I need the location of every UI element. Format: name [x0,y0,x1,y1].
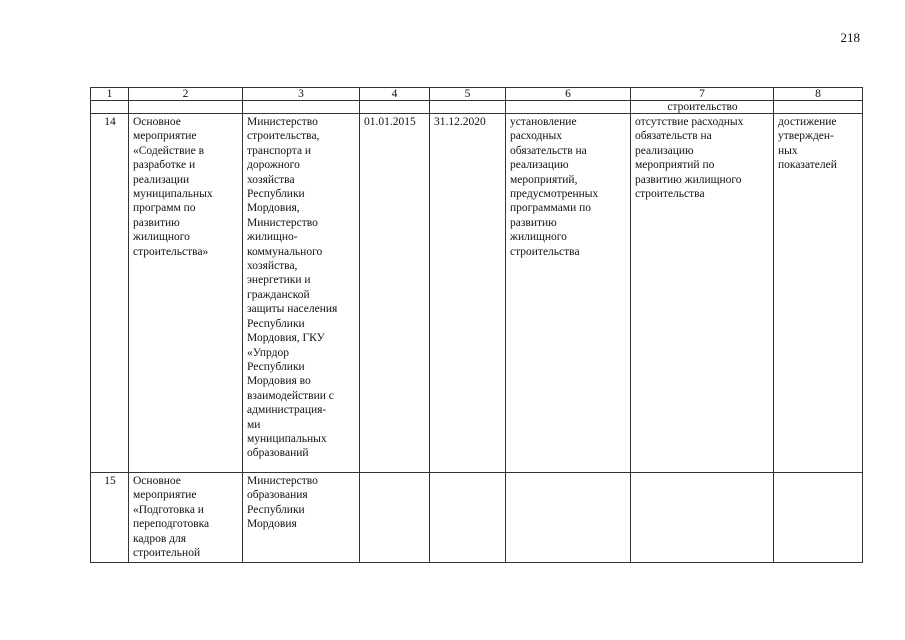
expected-result: установление расходных обязательств на реализацию мероприятий, предусмотренных программами по развитию жилищного строительства [506,114,631,473]
table-cell [430,101,506,114]
expected-result [506,473,631,563]
measures-table [90,87,863,563]
page-number: 218 [840,30,860,45]
activity-name: Основное мероприятие «Содействие в разработке и реализации муниципальных программ по развитию жилищного строительства» [129,114,243,473]
table-row [91,114,863,473]
row-number: 15 [91,473,129,563]
column-header: 5 [430,88,506,101]
table-cell [243,101,360,114]
table-cell [774,101,863,114]
row-number: 14 [91,114,129,473]
column-header: 7 [631,88,774,101]
continuation-text: строительство [631,101,774,114]
indicator-link: достижение утвержден- ных показателей [774,114,863,473]
column-header: 4 [360,88,430,101]
continuation-row [91,101,863,114]
table-row [91,473,863,563]
non-implementation-consequence: отсутствие расходных обязательств на реализацию мероприятий по развитию жилищного строительства [631,114,774,473]
column-header: 1 [91,88,129,101]
indicator-link [774,473,863,563]
start-date: 01.01.2015 [360,114,430,473]
table-cell [91,101,129,114]
start-date [360,473,430,563]
responsible-executor: Министерство строительства, транспорта и дорожного хозяйства Республики Мордовия, Министерство жилищно- коммунального хозяйства, энергетики и гражданской защиты населения Республики Мордовия, ГКУ «Упрдор Республики Мордовия во взаимодействии с администрация- ми муниципальных образований [243,114,360,473]
column-header: 3 [243,88,360,101]
table-cell [129,101,243,114]
non-implementation-consequence [631,473,774,563]
column-header: 8 [774,88,863,101]
column-header: 2 [129,88,243,101]
column-number-row [91,88,863,101]
end-date [430,473,506,563]
activity-name: Основное мероприятие «Подготовка и переподготовка кадров для строительной [129,473,243,563]
column-header: 6 [506,88,631,101]
table-cell [506,101,631,114]
responsible-executor: Министерство образования Республики Мордовия [243,473,360,563]
table-cell [360,101,430,114]
end-date: 31.12.2020 [430,114,506,473]
